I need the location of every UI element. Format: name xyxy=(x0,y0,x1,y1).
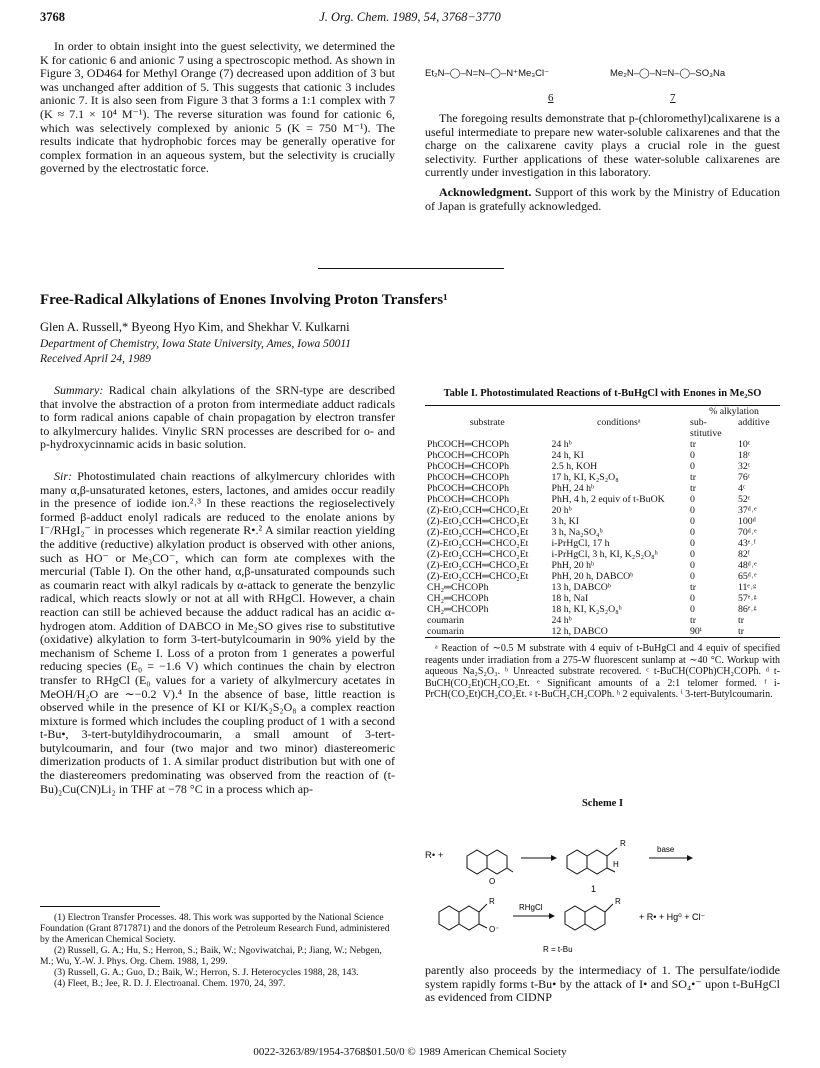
cell-substrate: CH₂═CHCOPh xyxy=(427,604,489,615)
svg-text:R: R xyxy=(489,897,495,906)
acknowledgment xyxy=(425,186,780,213)
cell-substrate: CH₂═CHCOPh xyxy=(427,593,489,604)
cell-conditions: 2.5 h, KOH xyxy=(551,461,598,472)
cell-substrate: PhCOCH═CHCOPh xyxy=(427,461,510,472)
col-header-additive: additive xyxy=(738,417,770,428)
cell-conditions: 12 h, DABCO xyxy=(551,626,608,637)
scheme-1 xyxy=(425,798,780,954)
cell-additive: 37ᵈ˒ᵉ xyxy=(738,505,757,516)
cell-additive: 18ᶜ xyxy=(738,450,751,461)
svg-text:O⁻: O⁻ xyxy=(489,925,500,934)
table-body xyxy=(425,439,780,637)
cell-conditions: 20 hᵇ xyxy=(551,505,572,516)
table-row xyxy=(425,472,780,483)
article-affiliation: Department of Chemistry, Iowa State University, Ames, Iowa 50011 xyxy=(40,338,352,350)
cell-substitutive: tr xyxy=(690,615,696,626)
article-divider xyxy=(318,268,504,269)
scheme-graphic xyxy=(425,812,780,962)
continued-text: parently also proceeds by the intermediacy of 1. The persulfate/iodide system rapidly forms t-Bu• by the attack of I• and SO₄•⁻ upon t-BuHgCl as evidenced from CIDNP xyxy=(425,963,780,1005)
intermediate-1-label: 1 xyxy=(591,884,597,894)
cell-additive: 52ᶜ xyxy=(738,494,751,505)
cell-additive: tr xyxy=(738,626,744,637)
cell-conditions: 18 h, NaI xyxy=(551,593,589,604)
footnote-3: (3) Russell, G. A.; Guo, D.; Baik, W.; Herron, S. J. Heterocycles 1988, 28, 143. xyxy=(54,967,359,978)
cell-substrate: PhCOCH═CHCOPh xyxy=(427,439,510,450)
acknowledgment-heading: Acknowledgment. xyxy=(439,185,532,199)
table-row xyxy=(425,538,780,549)
cell-substitutive: 0 xyxy=(690,593,695,604)
cell-additive: 32ᶜ xyxy=(738,461,751,472)
table-title: Table I. Photostimulated Reactions of t-BuHgCl with Enones in Me₂SO xyxy=(443,388,762,399)
cell-substrate: CH₂═CHCOPh xyxy=(427,582,489,593)
main-text-body: Photostimulated chain reactions of alkylmercury chlorides with many α,β-unsaturated ketones, esters, lactones, and amides occur readily in the presence of iodide ion.²˒³ In these reactions the regioselectively formed β-adduct enolyl radicals are reduced to the enolate anions by I⁻/RHgI₂⁻ in processes which regenerate R•.² A similar reaction yielding the additive (reductive) alkylation product is observed with other anions, such as HO⁻ or Me₃CO⁻, which can form ate complexes with the mercurial (Table I). On the other hand, α,β-unsaturated compounds such as coumarin react with alkyl radicals by α-attack to generate the benzylic radical, which reacts slowly or not at all with RHgCl. However, a chain reaction can still be achieved because the adduct radical has an acidic α-hydrogen atom. Addition of DABCO in Me₂SO gives rise to substitutive (oxidative) alkylation to form 3-tert-butylcoumarin in 90% yield by the mechanism of Scheme I. Loss of a proton from 1 generates a powerful reducing species (E₀ = −1.6 V) which continues the chain by electron transfer to RHgCl (E₀ values for a variety of alkylmercury acetates in MeOH/H₂O are ∼−0.2 V).⁴ In the absence of base, little reaction is observed while in the presence of KI or KI/K₂S₂O₈ a complex reaction mixture is formed which includes the coupling product of 1 with a second t-Bu•, 3-tert-butyldihydrocoumarin, a small amount of 3-tert-butylcoumarin, and four (two major and two minor) diastereomeric dimerization products of 1. A similar product distribution but with one of the diastereomers predominating was observed from the reaction of (t-Bu)₂Cu(CN)Li₂ in THF at −78 °C in a process which ap- xyxy=(40,469,395,796)
table-row xyxy=(425,439,780,450)
radical-anion-structure xyxy=(439,904,487,930)
cell-conditions: PhH, 20 hᵇ xyxy=(551,560,595,571)
cell-conditions: 18 h, KI, K₂S₂O₈ʰ xyxy=(551,604,622,615)
summary xyxy=(40,384,395,452)
cell-additive: 4ᶜ xyxy=(738,483,746,494)
cell-substrate: (Z)-EtO₂CCH═CHCO₂Et xyxy=(427,538,529,549)
table-row xyxy=(425,593,780,604)
cell-substitutive: 0 xyxy=(690,560,695,571)
cell-substitutive: 0 xyxy=(690,604,695,615)
cell-substrate: (Z)-EtO₂CCH═CHCO₂Et xyxy=(427,527,529,538)
cell-additive: 65ᵈ˒ᵉ xyxy=(738,571,757,582)
cell-conditions: 24 h, KI xyxy=(551,450,584,461)
h-label: H xyxy=(613,860,619,869)
cell-substitutive: 0 xyxy=(690,571,695,582)
summary-label: Summary: xyxy=(54,383,104,397)
r-label: R xyxy=(620,839,626,848)
cell-substitutive: tr xyxy=(690,472,696,483)
footnote-4: (4) Fleet, B.; Jee, R. D. J. Electroanal. Chem. 1970, 24, 397. xyxy=(54,978,286,989)
cell-conditions: 3 h, KI xyxy=(551,516,579,527)
cell-additive: 100ᵈ xyxy=(738,516,756,527)
cell-substitutive: 0 xyxy=(690,450,695,461)
table-row xyxy=(425,505,780,516)
radical-reactant: R• + xyxy=(425,850,444,861)
compound-6-structure: Et₂N–◯–N=N–◯–N⁺Me₃Cl⁻ xyxy=(425,68,550,79)
sir-label: Sir: xyxy=(54,469,72,483)
table-row xyxy=(425,494,780,505)
col-header-substitutive: sub-stitutive xyxy=(690,417,722,439)
table-row xyxy=(425,516,780,527)
cell-additive: 11ᵉ˒ᵍ xyxy=(738,582,757,593)
svg-text:R: R xyxy=(615,897,621,906)
table-row xyxy=(425,450,780,461)
compound-7-label: 7 xyxy=(670,92,676,104)
footnote-1: (1) Electron Transfer Processes. 48. This work was supported by the National Science Foundation (Grant 8717871) and the donors of the Petroleum Research Fund, administered by the American Chemical Society. xyxy=(40,912,390,945)
cell-conditions: PhH, 20 h, DABCOᵇ xyxy=(551,571,634,582)
cell-substitutive: tr xyxy=(690,483,696,494)
main-text xyxy=(40,470,395,796)
table-row xyxy=(425,483,780,494)
cell-substitutive: 0 xyxy=(690,505,695,516)
cell-conditions: i-PrHgCl, 3 h, KI, K₂S₂O₈ʰ xyxy=(551,549,658,560)
compound-7-structure: Me₂N–◯–N=N–◯–SO₃Na xyxy=(610,68,726,79)
table-row xyxy=(425,461,780,472)
cell-substitutive: tr xyxy=(690,582,696,593)
cell-substitutive: tr xyxy=(690,439,696,450)
table-grid xyxy=(425,406,780,637)
cell-additive: 57ᵉ˒ᵍ xyxy=(738,593,757,604)
cell-substrate: (Z)-EtO₂CCH═CHCO₂Et xyxy=(427,571,529,582)
cell-substrate: PhCOCH═CHCOPh xyxy=(427,472,510,483)
article-authors: Glen A. Russell,* Byeong Hyo Kim, and Shekhar V. Kulkarni xyxy=(40,320,350,334)
table-1 xyxy=(425,388,780,701)
cell-substitutive: 0 xyxy=(690,538,695,549)
cell-conditions: 17 h, KI, K₂S₂O₈ xyxy=(551,472,619,483)
table-row xyxy=(425,604,780,615)
table-row xyxy=(425,560,780,571)
table-row xyxy=(425,527,780,538)
coumarin-structure xyxy=(467,850,513,874)
running-header: J. Org. Chem. 1989, 54, 3768−3770 xyxy=(319,10,501,24)
cell-conditions: 24 hᵇ xyxy=(551,439,572,450)
cell-conditions: 13 h, DABCOᵇ xyxy=(551,582,611,593)
table-row xyxy=(425,582,780,593)
cell-substrate: coumarin xyxy=(427,615,464,626)
prev-article-paragraph: In order to obtain insight into the guest selectivity, we determined the K for cationic 6 and anionic 7 using a spectroscopic method. As shown in Figure 3, OD464 for Methyl Orange (7) decreased upon addition of 3 but was unchanged after addition of 5. This suggests that cationic 3 includes anionic 7. It is also seen from Figure 3 that 3 forms a 1:1 complex with 7 (K ≈ 7.1 × 10⁴ M⁻¹). The reverse situration was found for cationic 6, which was selectively complexed by anionic 5 (K = 750 M⁻¹). The results indicate that hydrophobic forces may be generally operative for complex formation in an aqueous system, but the selectivity is crucially governed by the electrostatic force. xyxy=(40,39,395,176)
table-group-header: % alkylation xyxy=(709,406,759,417)
adduct-radical-structure xyxy=(567,848,617,874)
cell-conditions: PhH, 4 h, 2 equiv of t-BuOK xyxy=(551,494,665,505)
product-structure xyxy=(565,904,613,930)
cell-substitutive: 0 xyxy=(690,527,695,538)
cell-additive: 10ᶜ xyxy=(738,439,751,450)
cell-substrate: PhCOCH═CHCOPh xyxy=(427,483,510,494)
cell-substitutive: 0 xyxy=(690,549,695,560)
cell-substrate: coumarin xyxy=(427,626,464,637)
cell-substrate: (Z)-EtO₂CCH═CHCO₂Et xyxy=(427,516,529,527)
table-row xyxy=(425,626,780,637)
cell-additive: 86ᵉ˒ᵍ xyxy=(738,604,757,615)
cell-additive: tr xyxy=(738,615,744,626)
scheme-title: Scheme I xyxy=(581,798,624,809)
cell-substrate: PhCOCH═CHCOPh xyxy=(427,494,510,505)
cell-additive: 76ᶜ xyxy=(738,472,751,483)
cell-additive: 70ᵈ˒ᵉ xyxy=(738,527,757,538)
page-footer: 0022-3263/89/1954-3768$01.50/0 © 1989 American Chemical Society xyxy=(253,1046,567,1058)
table-row xyxy=(425,571,780,582)
rhgcl-label: RHgCl xyxy=(519,903,543,912)
table-footnotes: ᵃ Reaction of ∼0.5 M substrate with 4 equiv of t-BuHgCl and 4 equiv of specified reagents under irradiation from a 275-W fluorescent sunlamp at ∼40 °C. Workup with aqueous Na₂S₂O₃. ᵇ Unreacted substrate recovered. ᶜ t-BuCH(COPh)CH₂COPh. ᵈ t-BuCH(CO₂Et)CH₂CO₂Et. ᵉ Significant amounts of a 2:1 telomer formed. ᶠ i-PrCH(CO₂Et)CH₂CO₂Et. ᵍ t-BuCH₂CH₂COPh. ʰ 2 equivalents. ⁱ 3-tert-Butylcoumarin. xyxy=(425,643,780,700)
page-number: 3768 xyxy=(40,10,65,24)
acknowledgment-text: Support of this work by the Ministry of Education of Japan is gratefully acknowledged. xyxy=(425,185,780,213)
footnotes xyxy=(40,912,395,989)
cell-conditions: 24 hᵇ xyxy=(551,615,572,626)
cell-substitutive: 0 xyxy=(690,516,695,527)
svg-text:O: O xyxy=(489,877,496,886)
cell-substitutive: 0 xyxy=(690,461,695,472)
cell-additive: 43ᵉ˒ᶠ xyxy=(738,538,756,549)
cell-conditions: i-PrHgCl, 17 h xyxy=(551,538,610,549)
compound-6-label: 6 xyxy=(548,92,554,104)
cell-substrate: (Z)-EtO₂CCH═CHCO₂Et xyxy=(427,549,529,560)
table-row xyxy=(425,549,780,560)
table-row xyxy=(425,615,780,626)
cell-substrate: PhCOCH═CHCOPh xyxy=(427,450,510,461)
cell-substitutive: 0 xyxy=(690,494,695,505)
col-header-substrate: substrate xyxy=(469,417,505,428)
article-title: Free-Radical Alkylations of Enones Involving Proton Transfers¹ xyxy=(40,292,448,308)
base-label: base xyxy=(657,845,675,854)
footnote-2: (2) Russell, G. A.; Hu, S.; Herron, S.; Baik, W.; Ngoviwatchai, P.; Jiang, W.; Nebgen, M.; Wu, Y.-W. J. Phys. Org. Chem. 1988, 1, 299. xyxy=(40,945,382,967)
r-definition: R = t-Bu xyxy=(543,945,573,954)
cell-substrate: (Z)-EtO₂CCH═CHCO₂Et xyxy=(427,505,529,516)
cell-additive: 48ᵈ˒ᵉ xyxy=(738,560,757,571)
received-date: Received April 24, 1989 xyxy=(40,353,151,365)
cell-conditions: PhH, 24 hᵇ xyxy=(551,483,595,494)
cell-substitutive: 90ⁱ xyxy=(690,626,702,637)
prev-article-conclusion: The foregoing results demonstrate that p-(chloromethyl)calixarene is a useful intermediate to prepare new water-soluble calixarenes and that the charge on the calixarene cavity plays a crucial role in the guest selectivity. Further applications of these water-soluble calixarenes are currently under investigation in this laboratory. xyxy=(425,111,780,180)
footnote-rule xyxy=(40,906,160,907)
col-header-conditions: conditionsᵃ xyxy=(597,417,641,428)
cell-substrate: (Z)-EtO₂CCH═CHCO₂Et xyxy=(427,560,529,571)
cell-conditions: 3 h, Na₂SO₄ᵇ xyxy=(551,527,603,538)
summary-text: Radical chain alkylations of the SRN-type are described that involve the abstraction of a proton from intermediate adduct radicals to form radical anions capable of chain propagation by electron transfer to alkylmercury halides. Vinylic SRN processes are described for o- and p-hydroxycinnamic acids in basic solution. xyxy=(40,383,396,452)
scheme-byproducts: + R• + Hg⁰ + Cl⁻ xyxy=(639,912,706,922)
cell-additive: 82ᶠ xyxy=(738,549,750,560)
